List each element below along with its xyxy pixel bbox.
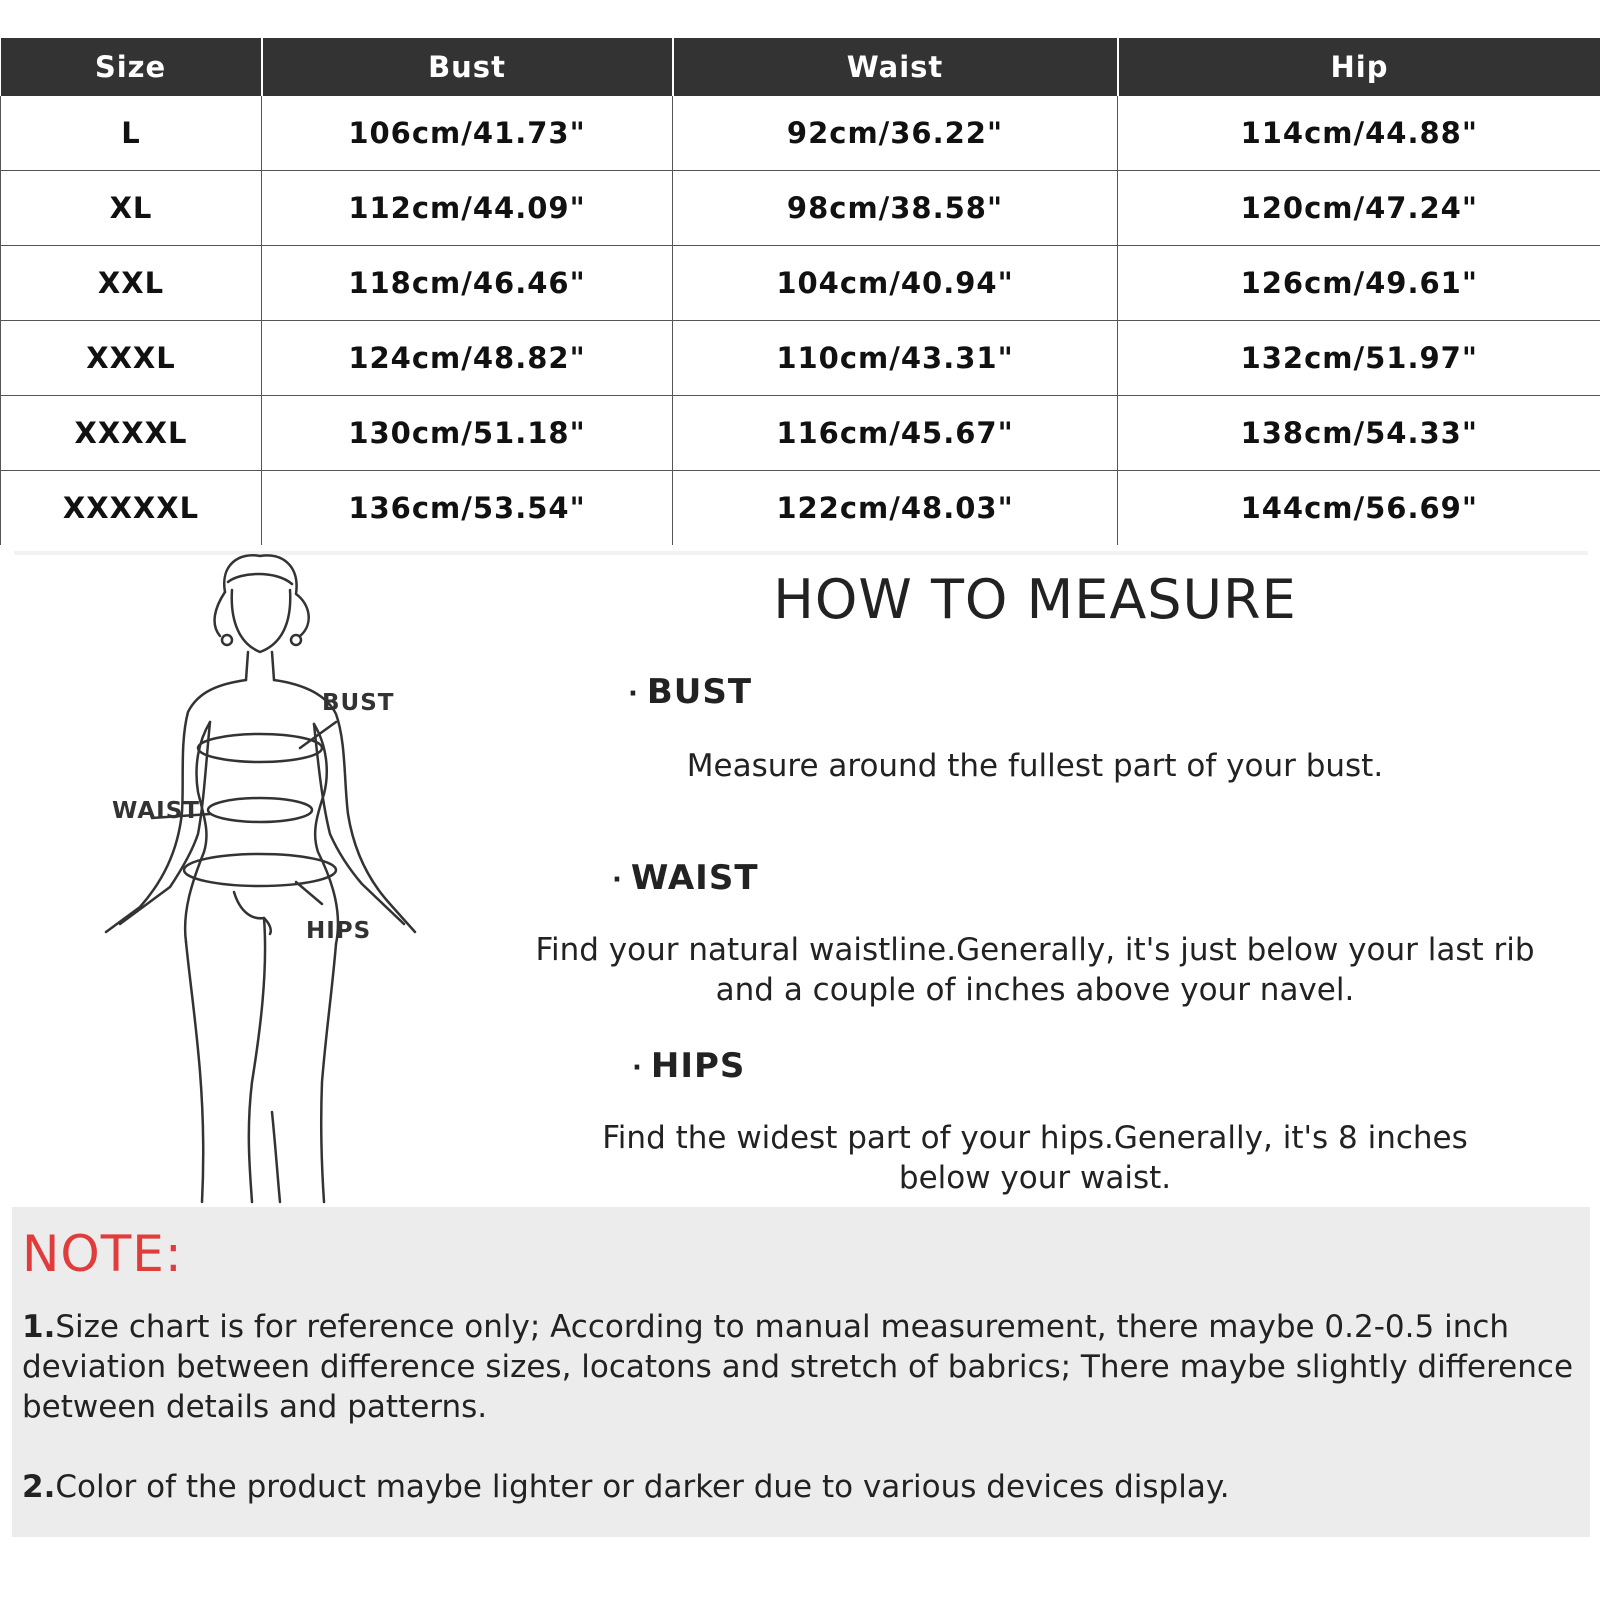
figure-label-bust: BUST xyxy=(322,690,395,716)
size-cell: XXL xyxy=(1,246,262,321)
table-row xyxy=(1,471,1600,546)
note-panel xyxy=(12,1207,1590,1537)
bullet-icon: · xyxy=(612,864,623,895)
waist-cell: 110cm/43.31" xyxy=(673,321,1118,396)
size-cell: XXXXXL xyxy=(1,471,262,546)
hip-cell: 114cm/44.88" xyxy=(1118,96,1600,171)
note-item-1 xyxy=(22,1307,1582,1427)
section-heading-waist xyxy=(612,858,759,898)
bust-cell: 130cm/51.18" xyxy=(262,396,673,471)
section-heading-text: BUST xyxy=(646,672,753,712)
bust-cell: 136cm/53.54" xyxy=(262,471,673,546)
bust-cell: 106cm/41.73" xyxy=(262,96,673,171)
bullet-icon: · xyxy=(628,678,639,709)
table-row xyxy=(1,321,1600,396)
figure-label-waist: WAIST xyxy=(112,798,200,824)
section-heading-hips xyxy=(632,1046,745,1086)
bullet-icon: · xyxy=(632,1052,643,1083)
hip-cell: 120cm/47.24" xyxy=(1118,171,1600,246)
note-item-2 xyxy=(22,1467,1582,1507)
hip-cell: 138cm/54.33" xyxy=(1118,396,1600,471)
waist-cell: 122cm/48.03" xyxy=(673,471,1118,546)
hip-cell: 144cm/56.69" xyxy=(1240,491,1478,525)
column-header-waist: Waist xyxy=(673,38,1118,96)
table-row xyxy=(1,171,1600,246)
bust-cell: 112cm/44.09" xyxy=(262,171,673,246)
bust-cell: 118cm/46.46" xyxy=(262,246,673,321)
body-measure-illustration xyxy=(100,552,440,1204)
note-number: 2. xyxy=(22,1469,56,1505)
size-cell: XXXL xyxy=(1,321,262,396)
note-text: Size chart is for reference only; According to manual measurement, there maybe 0.2-0.5 inch deviation between difference sizes, locatons and stretch of babrics; There maybe slightly difference between details and patterns. xyxy=(22,1309,1574,1425)
how-to-measure-title: HOW TO MEASURE xyxy=(773,568,1297,631)
waist-cell: 92cm/36.22" xyxy=(673,96,1118,171)
note-text: Color of the product maybe lighter or darker due to various devices display. xyxy=(55,1469,1230,1505)
section-heading-bust xyxy=(628,672,752,712)
section-heading-text: WAIST xyxy=(630,858,759,898)
hip-cell: 126cm/49.61" xyxy=(1118,246,1600,321)
table-row xyxy=(1,246,1600,321)
section-heading-text: HIPS xyxy=(650,1046,746,1086)
size-cell: XL xyxy=(1,171,262,246)
body-outline-icon xyxy=(100,552,440,1204)
column-header-bust: Bust xyxy=(262,38,673,96)
column-header-size: Size xyxy=(1,38,262,96)
hip-cell: 132cm/51.97" xyxy=(1118,321,1600,396)
size-chart-table xyxy=(0,38,1600,545)
section-text-hips: Find the widest part of your hips.Generally, it's 8 inches below your waist. xyxy=(602,1120,1468,1196)
waist-cell: 116cm/45.67" xyxy=(673,396,1118,471)
section-text-waist: Find your natural waistline.Generally, it's just below your last rib and a couple of inches above your navel. xyxy=(535,932,1535,1008)
size-cell: XXXXL xyxy=(1,396,262,471)
note-title: NOTE: xyxy=(22,1225,183,1283)
figure-label-hips: HIPS xyxy=(306,918,372,944)
table-header-row xyxy=(1,38,1600,96)
waist-cell: 98cm/38.58" xyxy=(673,171,1118,246)
note-number: 1. xyxy=(22,1309,56,1345)
section-text-bust: Measure around the fullest part of your bust. xyxy=(686,748,1384,784)
table-row xyxy=(1,396,1600,471)
size-cell: L xyxy=(1,96,262,171)
waist-cell: 104cm/40.94" xyxy=(673,246,1118,321)
column-header-hip: Hip xyxy=(1118,38,1600,96)
bust-cell: 124cm/48.82" xyxy=(262,321,673,396)
table-row xyxy=(1,96,1600,171)
